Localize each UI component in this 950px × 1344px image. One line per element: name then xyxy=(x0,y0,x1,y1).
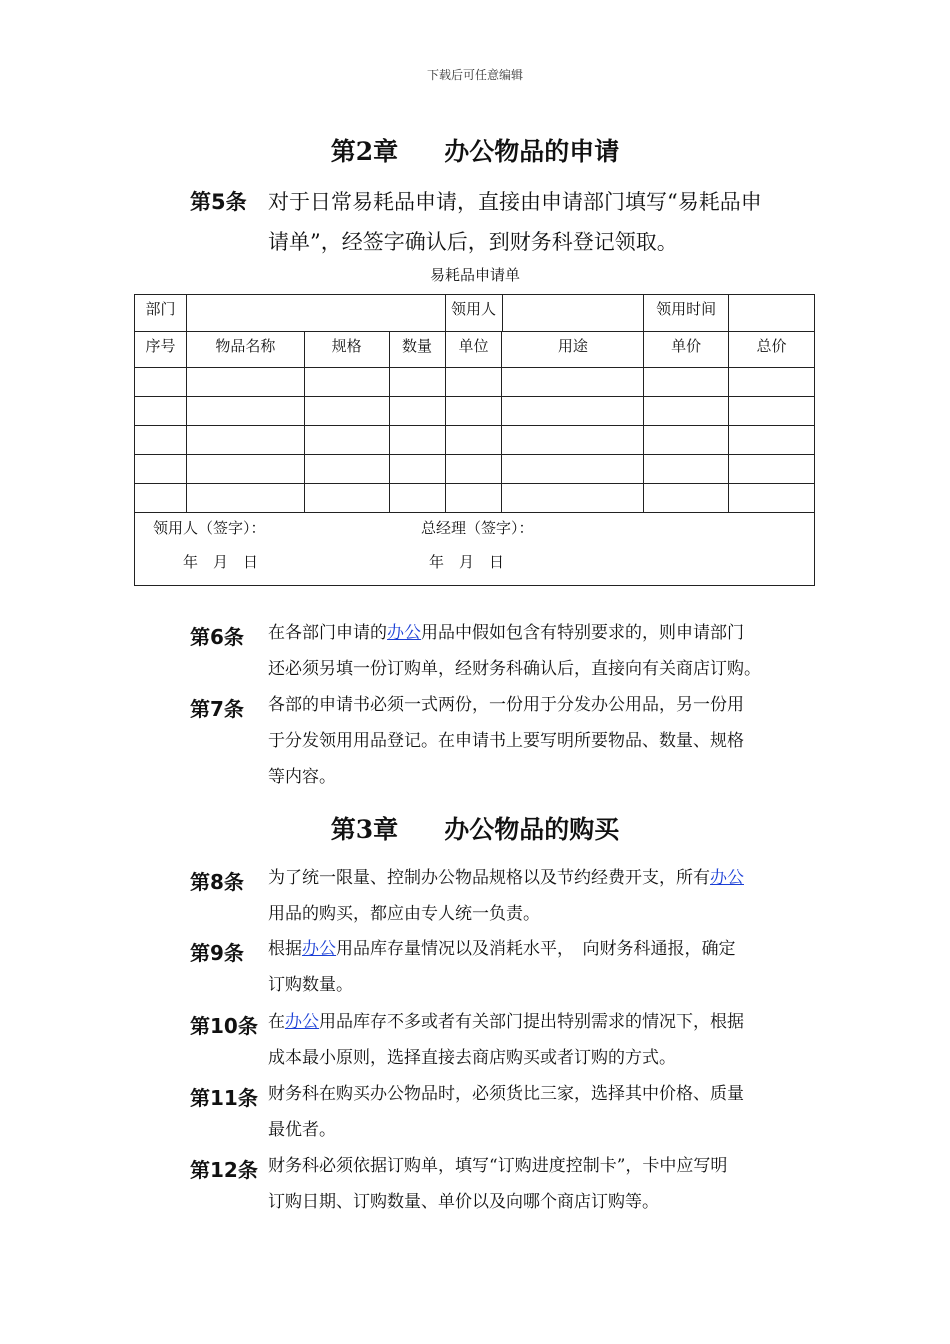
article-text: 在办公用品库存不多或者有关部门提出特别需求的情况下，根据 成本最小原则，选择直接去商店购买或者订购的方式。 xyxy=(268,1012,744,1068)
article-text: 财务科在购买办公物品时，必须货比三家，选择其中价格、质量 最优者。 xyxy=(268,1084,744,1140)
manager-signature-label: 总经理（签字）： xyxy=(421,519,534,537)
time-label: 领用时间 xyxy=(644,295,729,332)
form-cell[interactable] xyxy=(502,368,644,397)
form-cell[interactable] xyxy=(445,426,502,455)
article-number: 第12条 xyxy=(190,1158,258,1182)
form-cell[interactable] xyxy=(186,397,304,426)
dept-field[interactable] xyxy=(186,295,445,332)
form-cell[interactable] xyxy=(502,397,644,426)
article-number: 第6条 xyxy=(190,625,244,649)
article-text: 在各部门申请的办公用品中假如包含有特别要求的，则申请部门 还必须另填一份订购单，经财务科确认后，直接向有关商店订购。 xyxy=(268,623,761,679)
col-header: 数量 xyxy=(389,332,445,368)
form-cell[interactable] xyxy=(389,455,445,484)
col-header: 物品名称 xyxy=(186,332,304,368)
form-cell[interactable] xyxy=(186,455,304,484)
receiver-label: 领用人 xyxy=(451,300,497,318)
form-cell[interactable] xyxy=(445,368,502,397)
article-number: 第8条 xyxy=(190,870,244,894)
table-row xyxy=(135,397,815,426)
office-link[interactable]: 办公 xyxy=(285,1012,319,1032)
col-header: 序号 xyxy=(135,332,187,368)
dept-label: 部门 xyxy=(135,295,187,332)
chapter-number: 第2章 xyxy=(330,137,399,166)
receiver-signature-label: 领用人（签字）： xyxy=(153,519,266,537)
form-cell[interactable] xyxy=(644,397,729,426)
article-text: 财务科必须依据订购单，填写“订购进度控制卡”，卡中应写明 订购日期、订购数量、单价以及向哪个商店订购等。 xyxy=(268,1156,728,1212)
form-cell[interactable] xyxy=(135,368,187,397)
form-column-header-row xyxy=(135,332,815,368)
form-cell[interactable] xyxy=(389,484,445,513)
form-cell[interactable] xyxy=(644,426,729,455)
article-text: 为了统一限量、控制办公物品规格以及节约经费开支，所有办公 用品的购买，都应由专人统一负责。 xyxy=(268,868,744,924)
form-cell[interactable] xyxy=(304,455,389,484)
receiver-field[interactable] xyxy=(502,295,644,331)
form-cell[interactable] xyxy=(135,397,187,426)
col-header: 规格 xyxy=(304,332,389,368)
col-header: 单价 xyxy=(644,332,729,368)
manager-date: 年 月 日 xyxy=(429,553,505,571)
chapter-2-heading xyxy=(0,132,950,168)
form-cell[interactable] xyxy=(729,368,815,397)
form-cell[interactable] xyxy=(445,484,502,513)
form-cell[interactable] xyxy=(304,368,389,397)
article-text: 各部的申请书必须一式两份，一份用于分发办公用品，另一份用 于分发领用用品登记。在申请书上要写明所要物品、数量、规格 等内容。 xyxy=(268,695,744,787)
form-cell[interactable] xyxy=(389,368,445,397)
col-header: 总价 xyxy=(729,332,815,368)
article-number: 第10条 xyxy=(190,1014,258,1038)
form-cell[interactable] xyxy=(304,397,389,426)
signature-row xyxy=(135,513,815,586)
form-cell[interactable] xyxy=(729,484,815,513)
signature-area xyxy=(135,513,814,585)
form-caption: 易耗品申请单 xyxy=(429,266,520,284)
form-cell[interactable] xyxy=(644,484,729,513)
table-row xyxy=(135,368,815,397)
form-cell[interactable] xyxy=(135,426,187,455)
chapter-3-heading xyxy=(0,810,950,846)
article-number: 第7条 xyxy=(190,697,244,721)
chapter-title: 办公物品的购买 xyxy=(444,815,620,844)
form-cell[interactable] xyxy=(644,368,729,397)
table-row xyxy=(135,484,815,513)
consumables-request-form xyxy=(134,294,815,586)
header-note: 下载后可任意编辑 xyxy=(426,68,523,82)
form-cell[interactable] xyxy=(445,397,502,426)
form-cell[interactable] xyxy=(729,397,815,426)
form-cell[interactable] xyxy=(389,426,445,455)
col-header: 用途 xyxy=(502,332,644,368)
form-cell[interactable] xyxy=(389,397,445,426)
form-cell[interactable] xyxy=(135,455,187,484)
office-link[interactable]: 办公 xyxy=(710,868,744,888)
form-cell[interactable] xyxy=(186,368,304,397)
form-cell[interactable] xyxy=(135,484,187,513)
form-cell[interactable] xyxy=(502,484,644,513)
form-cell[interactable] xyxy=(502,455,644,484)
chapter-number: 第3章 xyxy=(330,815,399,844)
form-cell[interactable] xyxy=(445,455,502,484)
form-cell[interactable] xyxy=(729,455,815,484)
article-text: 对于日常易耗品申请，直接由申请部门填写“易耗品申 请单”，经签字确认后，到财务科登记领取。 xyxy=(268,190,762,254)
receiver-date: 年 月 日 xyxy=(183,553,259,571)
office-link[interactable]: 办公 xyxy=(387,623,421,643)
article-number: 第9条 xyxy=(190,941,244,965)
form-header-row xyxy=(135,295,815,332)
article-text: 根据办公用品库存量情况以及消耗水平， 向财务科通报，确定 订购数量。 xyxy=(268,939,736,995)
chapter-title: 办公物品的申请 xyxy=(444,137,620,166)
form-cell[interactable] xyxy=(186,426,304,455)
office-link[interactable]: 办公 xyxy=(302,939,336,959)
form-cell[interactable] xyxy=(304,484,389,513)
form-cell[interactable] xyxy=(304,426,389,455)
form-cell[interactable] xyxy=(186,484,304,513)
article-number: 第11条 xyxy=(190,1086,258,1110)
time-field[interactable] xyxy=(729,295,815,332)
form-cell[interactable] xyxy=(644,455,729,484)
table-row xyxy=(135,455,815,484)
form-cell[interactable] xyxy=(502,426,644,455)
article-number: 第5条 xyxy=(190,190,247,214)
form-cell[interactable] xyxy=(729,426,815,455)
table-row xyxy=(135,426,815,455)
col-header: 单位 xyxy=(445,332,502,368)
